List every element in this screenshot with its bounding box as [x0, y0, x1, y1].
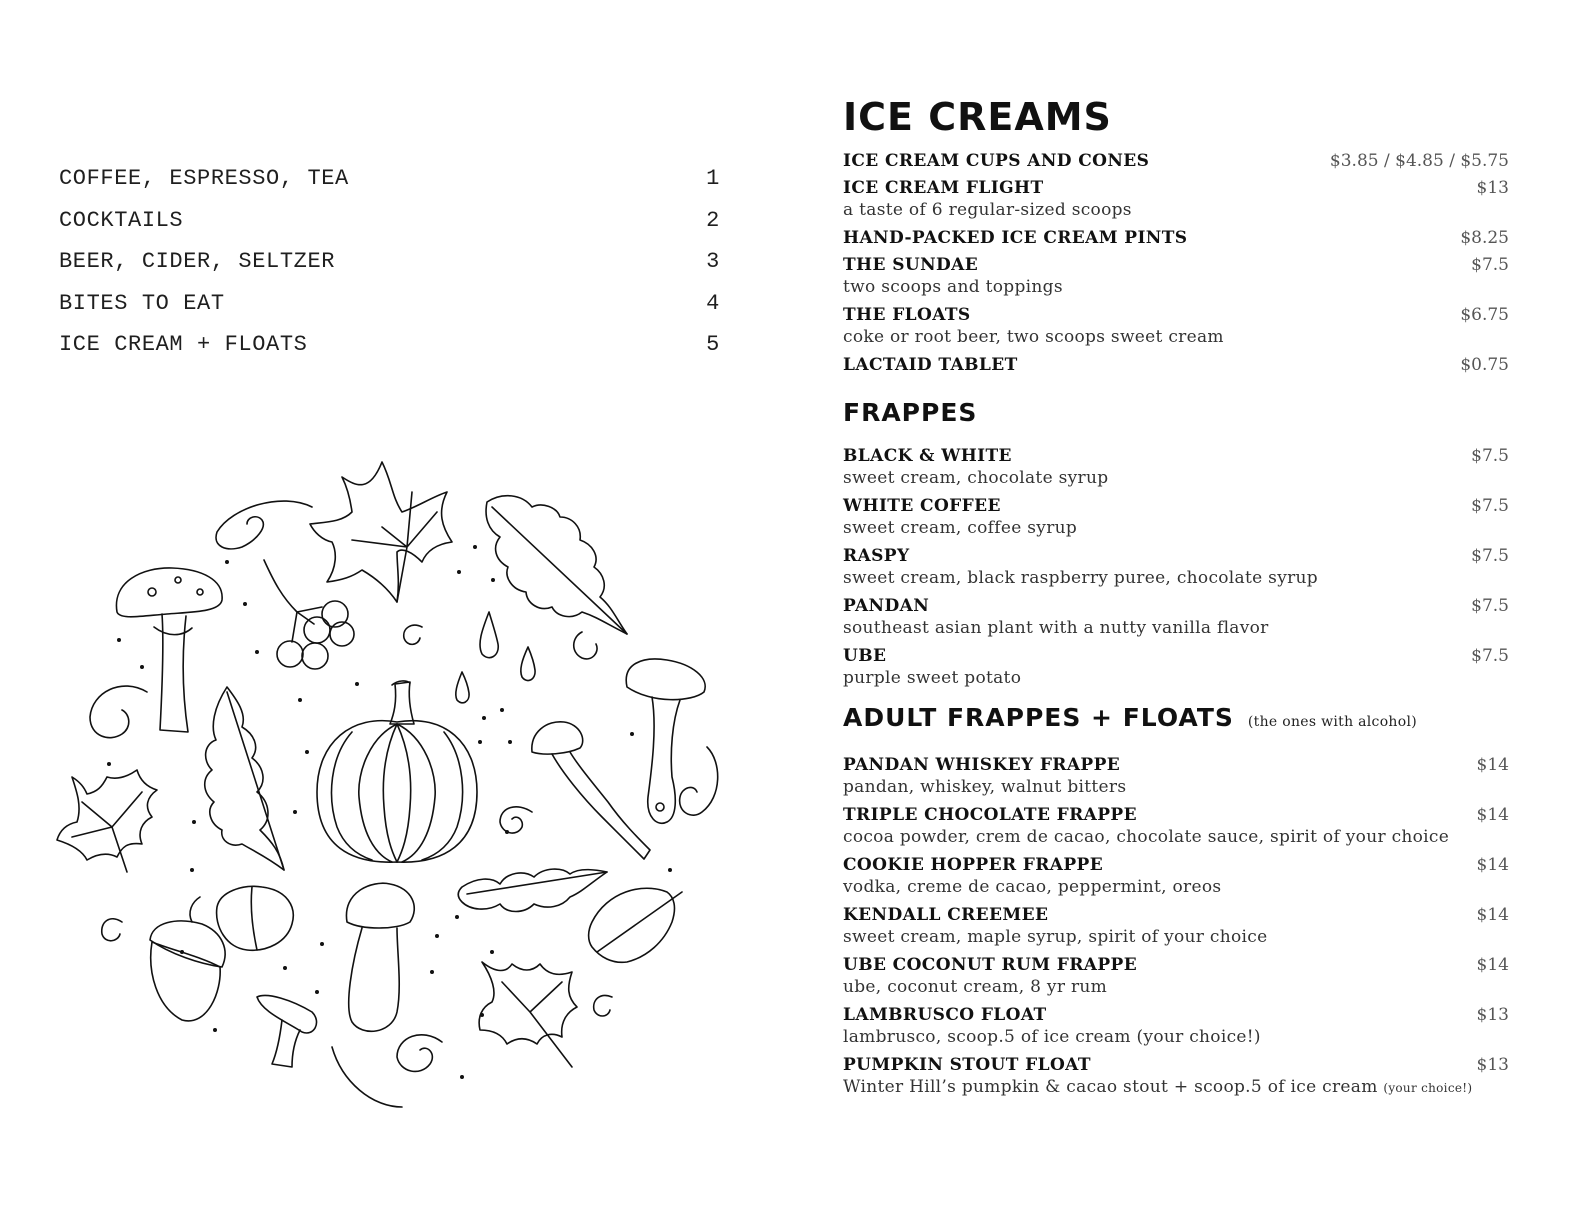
item-price: $3.85 / $4.85 / $5.75	[1329, 151, 1509, 171]
item-description: a taste of 6 regular-sized scoops	[843, 200, 1132, 220]
decorative-dots	[107, 545, 672, 1079]
section-title-text: ADULT FRAPPES + FLOATS	[843, 703, 1234, 732]
menu-item	[843, 645, 1509, 690]
section-title-ice-creams: ICE CREAMS	[843, 95, 1112, 139]
menu-item	[843, 254, 1509, 299]
section-title-adult-frappes	[843, 703, 1509, 737]
item-description: ube, coconut cream, 8 yr rum	[843, 977, 1108, 997]
item-name: ICE CREAM CUPS AND CONES	[843, 151, 1150, 171]
item-price: $13	[1476, 1005, 1509, 1025]
item-name: KENDALL CREEMEE	[843, 905, 1049, 925]
maple-leaf-icon	[57, 770, 157, 872]
oak-leaf-icon	[458, 869, 607, 911]
menu-item	[843, 150, 1509, 172]
menu-item	[843, 495, 1509, 540]
item-name: PUMPKIN STOUT FLOAT	[843, 1055, 1091, 1075]
item-description: southeast asian plant with a nutty vanilla flavor	[843, 618, 1269, 638]
toc-row[interactable]	[59, 332, 724, 374]
item-description	[843, 1076, 1509, 1100]
item-name: THE FLOATS	[843, 305, 971, 325]
menu-item	[843, 854, 1509, 899]
item-description-note: (your choice!)	[1383, 1081, 1473, 1095]
menu-item	[843, 227, 1509, 249]
item-price: $7.5	[1471, 446, 1509, 466]
item-description: two scoops and toppings	[843, 277, 1063, 297]
toc-page-number: 4	[706, 290, 720, 316]
item-description: vodka, creme de cacao, peppermint, oreos	[843, 877, 1222, 897]
item-price: $8.25	[1460, 228, 1509, 248]
item-name: LACTAID TABLET	[843, 355, 1018, 375]
toc-label: ICE CREAM + FLOATS	[59, 332, 308, 358]
item-name: TRIPLE CHOCOLATE FRAPPE	[843, 805, 1137, 825]
item-price: $14	[1476, 855, 1509, 875]
menu-item	[843, 1054, 1509, 1100]
mushroom-icon	[626, 659, 705, 823]
menu-item	[843, 545, 1509, 590]
menu-item	[843, 804, 1509, 849]
mushroom-icon	[346, 883, 414, 1031]
item-description: coke or root beer, two scoops sweet cream	[843, 327, 1224, 347]
section-note: (the ones with alcohol)	[1247, 714, 1418, 730]
item-name: UBE COCONUT RUM FRAPPE	[843, 955, 1138, 975]
item-name: WHITE COFFEE	[843, 496, 1001, 516]
item-description: cocoa powder, crem de cacao, chocolate sauce, spirit of your choice	[843, 827, 1450, 847]
menu-item	[843, 1004, 1509, 1049]
toc-row[interactable]	[59, 166, 724, 208]
table-of-contents	[59, 166, 724, 374]
maple-leaf-icon	[310, 462, 452, 602]
menu-item	[843, 754, 1509, 799]
menu-item	[843, 304, 1509, 349]
acorn-icon	[217, 886, 294, 950]
autumn-illustration	[52, 452, 742, 1122]
toc-page-number: 3	[706, 249, 720, 275]
swirl-icon	[332, 1047, 402, 1107]
oak-leaf-icon	[589, 888, 682, 962]
mushroom-icon	[257, 995, 317, 1067]
toc-page-number: 1	[706, 166, 720, 191]
maple-leaf-icon	[479, 962, 577, 1067]
oak-leaf-icon	[486, 496, 627, 634]
item-name: THE SUNDAE	[843, 255, 979, 275]
item-description: sweet cream, maple syrup, spirit of your choice	[843, 927, 1268, 947]
raindrop-icon	[456, 612, 535, 703]
item-price: $6.75	[1460, 305, 1509, 325]
item-name: PANDAN	[843, 596, 930, 616]
menu-item	[843, 177, 1509, 222]
item-price: $7.5	[1471, 646, 1509, 666]
toc-label: COCKTAILS	[59, 207, 184, 233]
item-name: PANDAN WHISKEY FRAPPE	[843, 755, 1121, 775]
item-description: purple sweet potato	[843, 668, 1022, 688]
item-price: $14	[1476, 955, 1509, 975]
menu-item	[843, 904, 1509, 949]
item-name: COOKIE HOPPER FRAPPE	[843, 855, 1104, 875]
toc-label: BITES TO EAT	[59, 290, 225, 316]
menu-item	[843, 595, 1509, 640]
section-title-frappes: FRAPPES	[843, 398, 978, 427]
pumpkin-icon	[317, 681, 477, 862]
item-price: $7.5	[1471, 255, 1509, 275]
menu-item	[843, 954, 1509, 999]
item-name: ICE CREAM FLIGHT	[843, 178, 1044, 198]
item-price: $7.5	[1471, 596, 1509, 616]
item-name: HAND-PACKED ICE CREAM PINTS	[843, 228, 1188, 248]
mushroom-icon	[532, 722, 650, 859]
menu-page	[843, 94, 1509, 1105]
toc-row[interactable]	[59, 291, 724, 333]
toc-row[interactable]	[59, 249, 724, 291]
toc-page-number: 2	[706, 207, 720, 233]
berries-icon	[264, 560, 354, 669]
toc-row[interactable]	[59, 208, 724, 250]
item-name: RASPY	[843, 546, 910, 566]
item-price: $13	[1476, 1055, 1509, 1075]
item-price: $7.5	[1471, 496, 1509, 516]
item-name: BLACK & WHITE	[843, 446, 1012, 466]
item-price: $0.75	[1460, 355, 1509, 375]
oak-leaf-icon	[205, 687, 284, 870]
item-price: $14	[1476, 805, 1509, 825]
mushroom-icon	[116, 568, 222, 732]
swirl-icon	[90, 501, 718, 1071]
menu-item	[843, 354, 1509, 376]
item-description: pandan, whiskey, walnut bitters	[843, 777, 1127, 797]
item-description: lambrusco, scoop.5 of ice cream (your choice!)	[843, 1027, 1261, 1047]
item-description: sweet cream, black raspberry puree, chocolate syrup	[843, 568, 1318, 588]
item-price: $13	[1476, 178, 1509, 198]
item-price: $14	[1476, 755, 1509, 775]
item-description-text: Winter Hill’s pumpkin & cacao stout + scoop.5 of ice cream	[843, 1077, 1378, 1097]
item-price: $14	[1476, 905, 1509, 925]
toc-page-number: 5	[706, 332, 720, 358]
menu-item	[843, 445, 1509, 490]
item-name: LAMBRUSCO FLOAT	[843, 1005, 1047, 1025]
toc-label: BEER, CIDER, SELTZER	[59, 249, 336, 275]
item-price: $7.5	[1471, 546, 1509, 566]
toc-label: COFFEE, ESPRESSO, TEA	[59, 166, 349, 191]
item-name: UBE	[843, 646, 887, 666]
item-description: sweet cream, chocolate syrup	[843, 468, 1109, 488]
item-description: sweet cream, coffee syrup	[843, 518, 1078, 538]
acorn-icon	[150, 897, 225, 1021]
